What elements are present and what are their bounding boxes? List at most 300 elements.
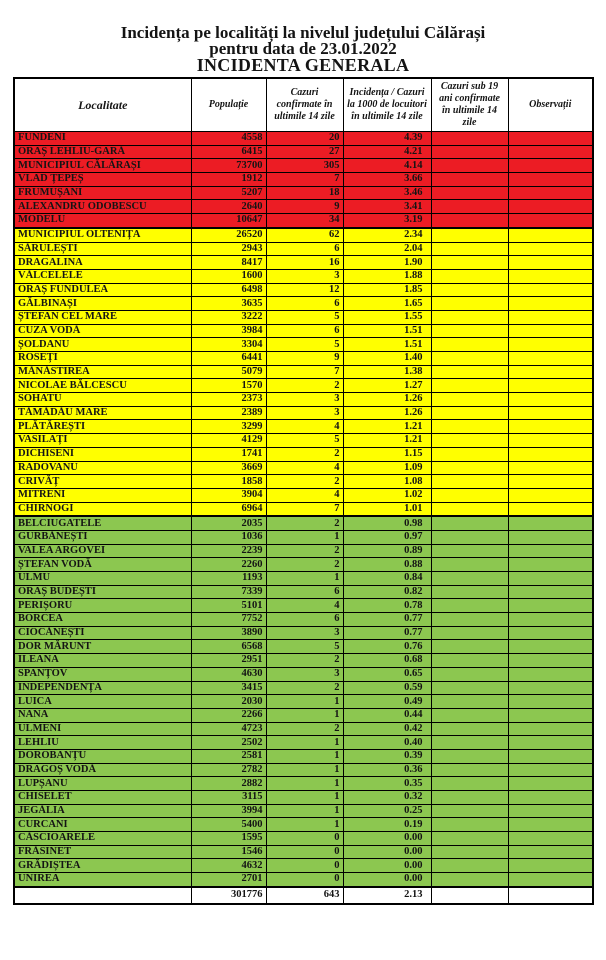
cell-population: 6964 (191, 502, 266, 516)
cell-observations (508, 516, 593, 530)
cell-population: 2266 (191, 708, 266, 722)
cell-population: 3890 (191, 626, 266, 640)
cell-incidence: 1.09 (343, 461, 431, 475)
cell-observations (508, 324, 593, 338)
cell-under19 (431, 352, 508, 366)
cell-cases: 9 (266, 352, 343, 366)
cell-cases: 1 (266, 791, 343, 805)
cell-cases: 2 (266, 475, 343, 489)
cell-locality: CHIRNOGI (14, 502, 191, 516)
cell-under19 (431, 859, 508, 873)
cell-incidence: 1.38 (343, 365, 431, 379)
cell-locality: MUNICIPIUL OLTENIȚA (14, 228, 191, 242)
column-header-cazuri-sub-19-ani: Cazuri sub 19 ani confirmate în ultimile 14 zile (431, 78, 508, 132)
cell-population: 1912 (191, 173, 266, 187)
cell-observations (508, 338, 593, 352)
table-row (14, 256, 593, 270)
cell-cases: 3 (266, 406, 343, 420)
cell-observations (508, 488, 593, 502)
cell-under19 (431, 722, 508, 736)
cell-cases: 6 (266, 613, 343, 627)
cell-under19 (431, 544, 508, 558)
cell-population: 3635 (191, 297, 266, 311)
cell-incidence: 1.51 (343, 338, 431, 352)
cell-observations (508, 393, 593, 407)
cell-incidence: 1.40 (343, 352, 431, 366)
cell-population: 1595 (191, 832, 266, 846)
cell-population: 5400 (191, 818, 266, 832)
cell-incidence: 0.44 (343, 708, 431, 722)
cell-observations (508, 777, 593, 791)
cell-under19 (431, 804, 508, 818)
cell-cases: 5 (266, 338, 343, 352)
cell-locality: JEGĂLIA (14, 804, 191, 818)
cell-under19 (431, 845, 508, 859)
cell-cases: 4 (266, 461, 343, 475)
cell-under19 (431, 132, 508, 146)
cell-population: 3984 (191, 324, 266, 338)
cell-cases: 7 (266, 502, 343, 516)
cell-cases: 62 (266, 228, 343, 242)
cell-observations (508, 186, 593, 200)
cell-cases: 16 (266, 256, 343, 270)
report-title (0, 0, 606, 73)
cell-cases: 2 (266, 447, 343, 461)
cell-incidence: 0.77 (343, 626, 431, 640)
cell-under19 (431, 200, 508, 214)
cell-incidence: 1.65 (343, 297, 431, 311)
cell-observations (508, 585, 593, 599)
cell-cases: 5 (266, 640, 343, 654)
cell-cases: 6 (266, 297, 343, 311)
cell-cases: 6 (266, 324, 343, 338)
cell-observations (508, 475, 593, 489)
cell-cases: 3 (266, 393, 343, 407)
cell-observations (508, 406, 593, 420)
cell-incidence: 0.42 (343, 722, 431, 736)
column-header-observatii: Observații (508, 78, 593, 132)
cell-incidence: 0.77 (343, 613, 431, 627)
cell-cases: 12 (266, 283, 343, 297)
cell-population: 10647 (191, 214, 266, 228)
cell-under19 (431, 832, 508, 846)
cell-incidence: 4.21 (343, 145, 431, 159)
cell-locality: GĂLBINAȘI (14, 297, 191, 311)
cell-locality: DICHISENI (14, 447, 191, 461)
cell-under19 (431, 242, 508, 256)
cell-under19 (431, 585, 508, 599)
cell-population: 4632 (191, 859, 266, 873)
cell-under19 (431, 145, 508, 159)
cell-under19 (431, 447, 508, 461)
table-row (14, 242, 593, 256)
cell-cases: 1 (266, 763, 343, 777)
cell-under19 (431, 681, 508, 695)
cell-observations (508, 352, 593, 366)
cell-observations (508, 530, 593, 544)
cell-incidence: 0.88 (343, 558, 431, 572)
table-row (14, 475, 593, 489)
cell-incidence: 0.19 (343, 818, 431, 832)
cell-incidence: 0.40 (343, 736, 431, 750)
cell-cases: 1 (266, 695, 343, 709)
cell-incidence: 2.34 (343, 228, 431, 242)
cell-incidence: 0.49 (343, 695, 431, 709)
cell-locality: DOR MĂRUNT (14, 640, 191, 654)
cell-incidence: 4.39 (343, 132, 431, 146)
cell-under19 (431, 777, 508, 791)
cell-incidence: 0.25 (343, 804, 431, 818)
cell-incidence: 3.66 (343, 173, 431, 187)
cell-cases: 4 (266, 488, 343, 502)
cell-population: 7752 (191, 613, 266, 627)
cell-observations (508, 283, 593, 297)
cell-under19 (431, 654, 508, 668)
cell-under19 (431, 461, 508, 475)
cell-under19 (431, 310, 508, 324)
cell-locality: SOHATU (14, 393, 191, 407)
table-row (14, 599, 593, 613)
cell-observations (508, 365, 593, 379)
cell-cases: 0 (266, 845, 343, 859)
cell-incidence: 0.65 (343, 667, 431, 681)
cell-incidence: 1.21 (343, 420, 431, 434)
table-row (14, 654, 593, 668)
cell-incidence: 0.00 (343, 859, 431, 873)
cell-incidence: 0.76 (343, 640, 431, 654)
cell-cases: 2 (266, 558, 343, 572)
report-title-line-1: Incidența pe localități la nivelul județului Călărași (120, 23, 486, 42)
cell-observations (508, 818, 593, 832)
cell-under19 (431, 159, 508, 173)
cell-locality: ORAȘ FUNDULEA (14, 283, 191, 297)
cell-locality: TĂMĂDĂU MARE (14, 406, 191, 420)
cell-population: 6441 (191, 352, 266, 366)
cell-observations (508, 667, 593, 681)
table-row (14, 804, 593, 818)
cell-observations (508, 420, 593, 434)
cell-observations (508, 297, 593, 311)
cell-population: 5101 (191, 599, 266, 613)
cell-population: 8417 (191, 256, 266, 270)
cell-incidence: 0.00 (343, 845, 431, 859)
cell-under19 (431, 283, 508, 297)
cell-under19 (431, 214, 508, 228)
cell-observations (508, 695, 593, 709)
table-row (14, 777, 593, 791)
cell-observations (508, 447, 593, 461)
header-row (14, 78, 593, 132)
cell-population: 3304 (191, 338, 266, 352)
cell-locality: ILEANA (14, 654, 191, 668)
cell-cases: 4 (266, 599, 343, 613)
cell-incidence: 4.14 (343, 159, 431, 173)
cell-incidence: 0.36 (343, 763, 431, 777)
cell-population: 3669 (191, 461, 266, 475)
cell-incidence: 0.59 (343, 681, 431, 695)
cell-observations (508, 132, 593, 146)
cell-under19 (431, 558, 508, 572)
cell-population: 4558 (191, 132, 266, 146)
cell-locality: ORAȘ BUDEȘTI (14, 585, 191, 599)
table-row (14, 228, 593, 242)
cell-population: 5207 (191, 186, 266, 200)
total-under19-empty (431, 887, 508, 904)
cell-locality: INDEPENDENȚA (14, 681, 191, 695)
incidence-table (13, 77, 594, 905)
cell-incidence: 1.08 (343, 475, 431, 489)
cell-under19 (431, 434, 508, 448)
cell-under19 (431, 269, 508, 283)
cell-population: 2030 (191, 695, 266, 709)
cell-under19 (431, 338, 508, 352)
cell-cases: 7 (266, 365, 343, 379)
cell-cases: 2 (266, 722, 343, 736)
cell-under19 (431, 626, 508, 640)
cell-cases: 1 (266, 572, 343, 586)
cell-population: 1193 (191, 572, 266, 586)
report-title-line-3: INCIDENTA GENERALA (196, 55, 410, 75)
cell-locality: MĂNĂSTIREA (14, 365, 191, 379)
table-row (14, 406, 593, 420)
cell-locality: CRIVĂȚ (14, 475, 191, 489)
cell-locality: MUNICIPIUL CĂLĂRAȘI (14, 159, 191, 173)
cell-locality: LUICA (14, 695, 191, 709)
cell-incidence: 3.19 (343, 214, 431, 228)
cell-locality: VLAD ȚEPEȘ (14, 173, 191, 187)
cell-locality: ULMU (14, 572, 191, 586)
cell-under19 (431, 873, 508, 887)
cell-locality: CIOCĂNEȘTI (14, 626, 191, 640)
table-row (14, 173, 593, 187)
cell-population: 3904 (191, 488, 266, 502)
cell-locality: ORAȘ LEHLIU-GARĂ (14, 145, 191, 159)
cell-locality: CURCANI (14, 818, 191, 832)
cell-incidence: 0.98 (343, 516, 431, 530)
cell-observations (508, 832, 593, 846)
cell-incidence: 1.55 (343, 310, 431, 324)
table-row (14, 695, 593, 709)
table-row (14, 626, 593, 640)
cell-locality: DOROBANȚU (14, 749, 191, 763)
cell-cases: 1 (266, 736, 343, 750)
cell-observations (508, 145, 593, 159)
total-population: 301776 (191, 887, 266, 904)
cell-population: 2239 (191, 544, 266, 558)
cell-under19 (431, 749, 508, 763)
cell-locality: ȘOLDANU (14, 338, 191, 352)
cell-incidence: 1.15 (343, 447, 431, 461)
cell-cases: 1 (266, 818, 343, 832)
cell-incidence: 1.21 (343, 434, 431, 448)
table-row (14, 873, 593, 887)
cell-population: 2502 (191, 736, 266, 750)
cell-locality: SPANȚOV (14, 667, 191, 681)
cell-under19 (431, 763, 508, 777)
table-row (14, 461, 593, 475)
cell-under19 (431, 256, 508, 270)
cell-observations (508, 461, 593, 475)
cell-cases: 0 (266, 832, 343, 846)
table-row (14, 572, 593, 586)
cell-cases: 5 (266, 310, 343, 324)
cell-cases: 1 (266, 777, 343, 791)
cell-observations (508, 626, 593, 640)
report-title-line-2: pentru data de 23.01.2022 (209, 39, 397, 58)
cell-locality: DRAGALINA (14, 256, 191, 270)
cell-locality: VĂLCELELE (14, 269, 191, 283)
cell-population: 1600 (191, 269, 266, 283)
cell-cases: 5 (266, 434, 343, 448)
table-row (14, 132, 593, 146)
table-row (14, 585, 593, 599)
cell-under19 (431, 475, 508, 489)
table-row (14, 708, 593, 722)
table-row (14, 667, 593, 681)
cell-under19 (431, 667, 508, 681)
cell-locality: LUPȘANU (14, 777, 191, 791)
cell-under19 (431, 379, 508, 393)
table-row (14, 722, 593, 736)
cell-locality: PLĂTĂREȘTI (14, 420, 191, 434)
cell-cases: 2 (266, 654, 343, 668)
cell-observations (508, 214, 593, 228)
cell-incidence: 0.68 (343, 654, 431, 668)
cell-under19 (431, 613, 508, 627)
cell-population: 1570 (191, 379, 266, 393)
cell-incidence: 1.26 (343, 406, 431, 420)
total-locality-empty (14, 887, 191, 904)
table-row (14, 488, 593, 502)
table-row (14, 283, 593, 297)
cell-observations (508, 845, 593, 859)
cell-locality: MODELU (14, 214, 191, 228)
cell-incidence: 0.84 (343, 572, 431, 586)
cell-cases: 305 (266, 159, 343, 173)
cell-population: 2640 (191, 200, 266, 214)
cell-population: 2035 (191, 516, 266, 530)
table-row (14, 613, 593, 627)
cell-locality: LEHLIU (14, 736, 191, 750)
cell-incidence: 0.35 (343, 777, 431, 791)
table-row (14, 365, 593, 379)
cell-population: 6498 (191, 283, 266, 297)
cell-under19 (431, 502, 508, 516)
cell-locality: UNIREA (14, 873, 191, 887)
cell-under19 (431, 530, 508, 544)
cell-cases: 2 (266, 379, 343, 393)
cell-incidence: 0.00 (343, 873, 431, 887)
cell-incidence: 1.02 (343, 488, 431, 502)
table-row (14, 269, 593, 283)
table-row (14, 393, 593, 407)
cell-population: 2951 (191, 654, 266, 668)
table-row (14, 324, 593, 338)
total-row (14, 887, 593, 904)
cell-cases: 9 (266, 200, 343, 214)
table-row (14, 640, 593, 654)
cell-observations (508, 200, 593, 214)
cell-incidence: 3.41 (343, 200, 431, 214)
cell-under19 (431, 324, 508, 338)
cell-population: 7339 (191, 585, 266, 599)
table-row (14, 859, 593, 873)
cell-population: 3299 (191, 420, 266, 434)
cell-population: 1546 (191, 845, 266, 859)
cell-cases: 6 (266, 585, 343, 599)
cell-locality: GRĂDIȘTEA (14, 859, 191, 873)
cell-locality: GURBĂNEȘTI (14, 530, 191, 544)
cell-locality: SĂRULEȘTI (14, 242, 191, 256)
table-row (14, 379, 593, 393)
cell-incidence: 0.78 (343, 599, 431, 613)
cell-locality: NANA (14, 708, 191, 722)
cell-cases: 6 (266, 242, 343, 256)
cell-cases: 20 (266, 132, 343, 146)
cell-observations (508, 599, 593, 613)
cell-observations (508, 681, 593, 695)
cell-incidence: 1.51 (343, 324, 431, 338)
table-row (14, 420, 593, 434)
cell-observations (508, 804, 593, 818)
cell-population: 73700 (191, 159, 266, 173)
cell-under19 (431, 736, 508, 750)
cell-locality: NICOLAE BĂLCESCU (14, 379, 191, 393)
cell-observations (508, 434, 593, 448)
cell-population: 2260 (191, 558, 266, 572)
table-row (14, 681, 593, 695)
cell-under19 (431, 572, 508, 586)
cell-observations (508, 502, 593, 516)
table-row (14, 200, 593, 214)
cell-population: 1858 (191, 475, 266, 489)
cell-cases: 34 (266, 214, 343, 228)
total-incidence: 2.13 (343, 887, 431, 904)
table-row (14, 558, 593, 572)
cell-population: 3994 (191, 804, 266, 818)
cell-incidence: 0.32 (343, 791, 431, 805)
cell-incidence: 2.04 (343, 242, 431, 256)
cell-under19 (431, 516, 508, 530)
column-header-populatie: Populație (191, 78, 266, 132)
cell-observations (508, 640, 593, 654)
cell-under19 (431, 186, 508, 200)
cell-incidence: 0.82 (343, 585, 431, 599)
cell-locality: FRĂSINET (14, 845, 191, 859)
table-row (14, 516, 593, 530)
cell-incidence: 1.27 (343, 379, 431, 393)
cell-population: 2943 (191, 242, 266, 256)
cell-observations (508, 379, 593, 393)
cell-locality: FRUMUȘANI (14, 186, 191, 200)
cell-cases: 18 (266, 186, 343, 200)
cell-observations (508, 873, 593, 887)
cell-population: 2701 (191, 873, 266, 887)
cell-observations (508, 269, 593, 283)
cell-population: 3115 (191, 791, 266, 805)
table-row (14, 736, 593, 750)
cell-observations (508, 722, 593, 736)
cell-observations (508, 763, 593, 777)
cell-population: 2782 (191, 763, 266, 777)
cell-locality: ROSEȚI (14, 352, 191, 366)
table-row (14, 214, 593, 228)
cell-population: 1741 (191, 447, 266, 461)
cell-under19 (431, 488, 508, 502)
cell-population: 3415 (191, 681, 266, 695)
cell-locality: BELCIUGATELE (14, 516, 191, 530)
cell-incidence: 0.97 (343, 530, 431, 544)
